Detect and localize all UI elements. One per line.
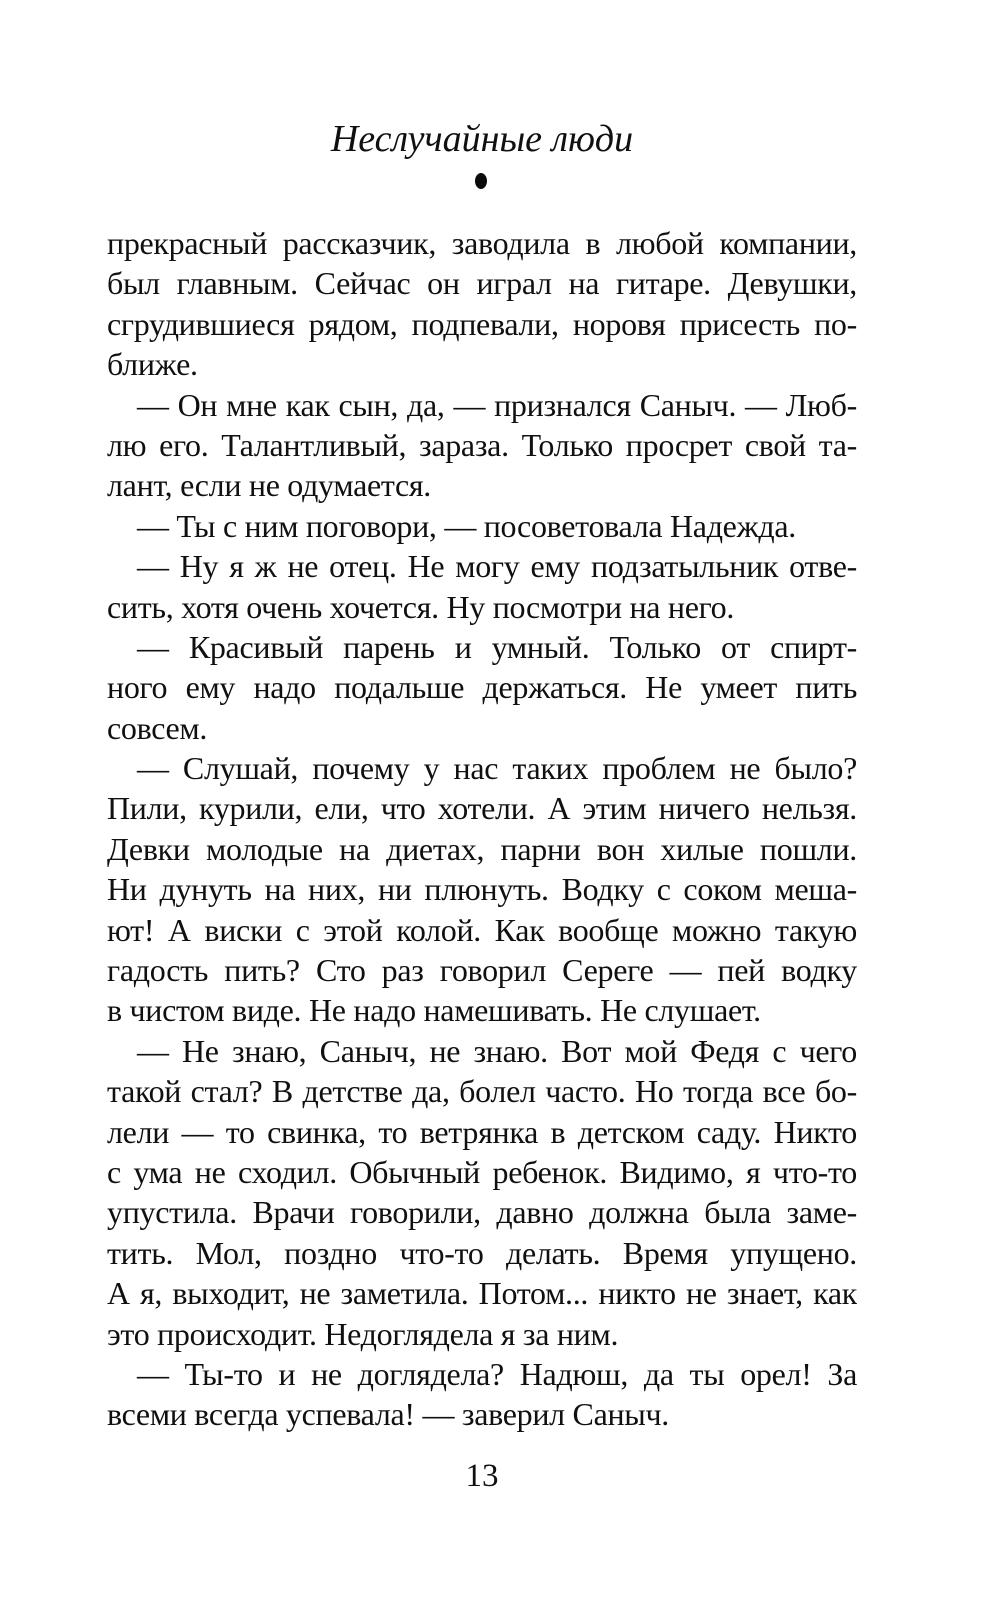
text-line: ного ему надо подальше держаться. Не умеет пить bbox=[107, 669, 857, 706]
text-line: прекрасный рассказчик, заводила в любой компании, bbox=[107, 225, 857, 261]
text-line: — Ты с ним поговори, — посоветовала Надежда. bbox=[137, 507, 796, 544]
text-line: — Не знаю, Саныч, не знаю. Вот мой Федя с чего bbox=[137, 1032, 857, 1069]
text-line: Пили, курили, ели, что хотели. А этим ничего нельзя. bbox=[107, 790, 857, 827]
text-line: — Красивый парень и умный. Только от спирт- bbox=[137, 628, 857, 665]
text-line: совсем. bbox=[107, 709, 208, 746]
text-line: А я, выходит, не заметила. Потом... никто не знает, как bbox=[107, 1275, 857, 1312]
text-line: в чистом виде. Не надо намешивать. Не слушает. bbox=[107, 992, 761, 1029]
text-line: — Ты-то и не доглядела? Надюш, да ты орел! За bbox=[137, 1355, 857, 1392]
text-line: — Он мне как сын, да, — признался Саныч. — Люб- bbox=[137, 386, 857, 423]
text-line: лю его. Талантливый, зараза. Только просрет свой та- bbox=[107, 426, 857, 463]
text-line: Девки молодые на диетах, парни вон хилые пошли. bbox=[107, 830, 857, 867]
text-line: был главным. Сейчас он играл на гитаре. Девушки, bbox=[107, 265, 857, 302]
section-separator-dot-icon bbox=[475, 173, 487, 189]
text-line: тить. Мол, поздно что-то делать. Время упущено. bbox=[107, 1234, 857, 1271]
text-line: гадость пить? Сто раз говорил Сереге — пей водку bbox=[107, 952, 857, 989]
text-line: лели — то свинка, то ветрянка в детском саду. Никто bbox=[107, 1113, 857, 1150]
text-line: упустила. Врачи говорили, давно должна была заме- bbox=[107, 1194, 857, 1231]
text-line: это происходит. Недоглядела я за ним. bbox=[107, 1315, 619, 1352]
text-line: — Ну я ж не отец. Не могу ему подзатыльник отве- bbox=[137, 548, 857, 585]
text-line: ближе. bbox=[107, 346, 198, 383]
text-line: ют! А виски с этой колой. Как вообще можно такую bbox=[107, 911, 857, 948]
page-number: 13 bbox=[465, 1458, 499, 1494]
text-line: такой стал? В детстве да, болел часто. Но тогда все бо- bbox=[107, 1073, 857, 1110]
running-header: Неслучайные люди bbox=[330, 118, 634, 160]
text-line: с ума не сходил. Обычный ребенок. Видимо, я что-то bbox=[107, 1153, 857, 1190]
body-text bbox=[107, 223, 857, 1435]
text-line: — Слушай, почему у нас таких проблем не было? bbox=[137, 750, 857, 787]
text-line: сить, хотя очень хочется. Ну посмотри на него. bbox=[107, 588, 735, 625]
text-line: сгрудившиеся рядом, подпевали, норовя присесть по- bbox=[107, 305, 857, 342]
text-line: Ни дунуть на них, ни плюнуть. Водку с соком меша- bbox=[107, 871, 857, 908]
text-line: лант, если не одумается. bbox=[107, 467, 431, 504]
text-line: всеми всегда успевала! — заверил Саныч. bbox=[107, 1396, 669, 1433]
